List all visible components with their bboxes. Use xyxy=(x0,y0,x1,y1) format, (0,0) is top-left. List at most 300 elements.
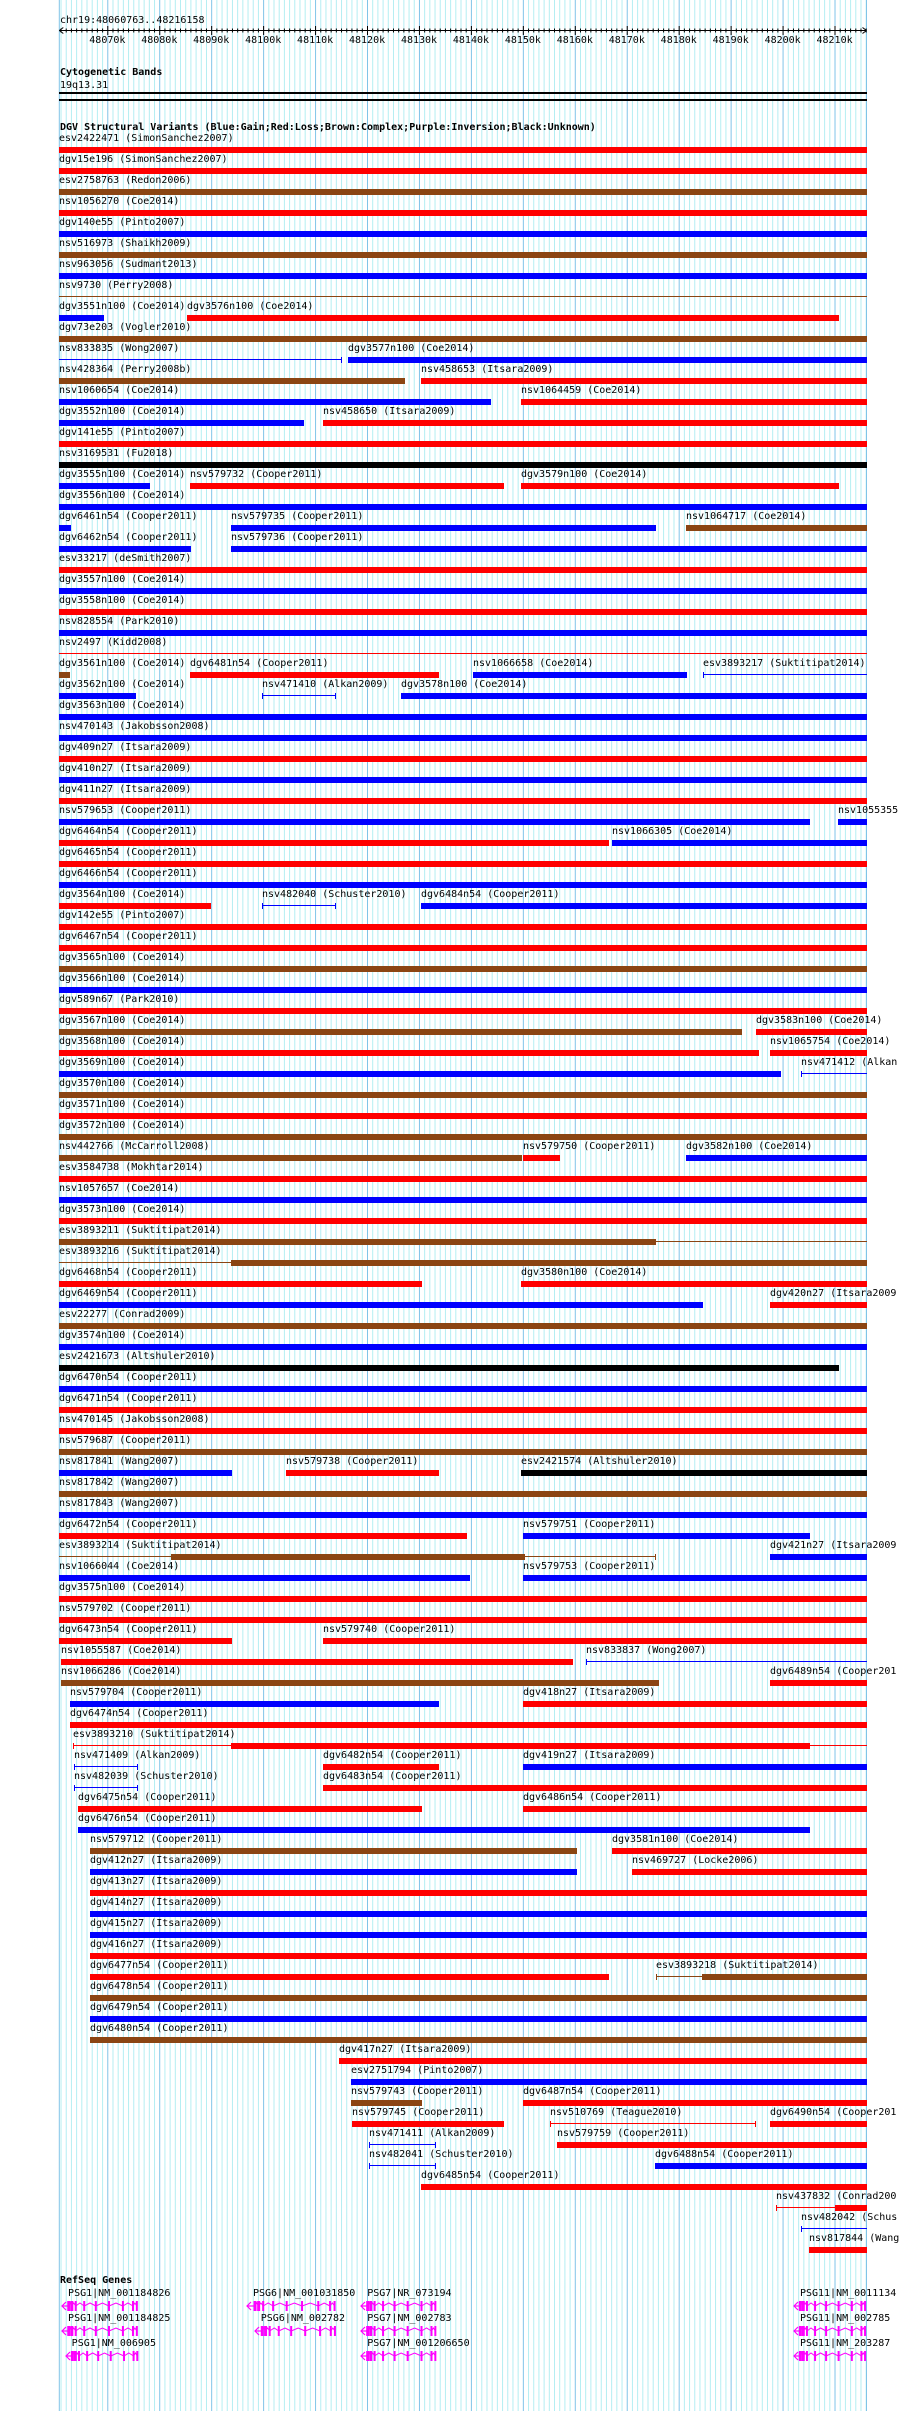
intron-line xyxy=(123,2328,133,2331)
gene-model[interactable] xyxy=(360,2350,439,2362)
gene-model[interactable] xyxy=(360,2300,439,2312)
variant-loss-bar[interactable] xyxy=(59,861,866,867)
variant-label: dgv6490n54 (Cooper201 xyxy=(770,2107,897,2118)
variant-gain-bar[interactable] xyxy=(686,1155,867,1161)
gene-label[interactable]: PSG1|NM_001184826 xyxy=(68,2288,171,2299)
variant-label: dgv6464n54 (Cooper2011) xyxy=(59,826,198,837)
exon-block xyxy=(435,2326,437,2336)
exon-block xyxy=(334,2301,336,2311)
exon-block xyxy=(394,2326,396,2336)
exon-block xyxy=(799,2326,802,2336)
variant-complex-line[interactable] xyxy=(59,296,866,297)
variant-label: nsv579751 (Cooper2011) xyxy=(523,1519,656,1530)
variant-end-tick xyxy=(74,1785,75,1791)
variant-gain-bar[interactable] xyxy=(231,546,867,552)
variant-gain-line[interactable] xyxy=(74,1787,138,1788)
exon-block xyxy=(83,2301,85,2311)
variant-loss-bar[interactable] xyxy=(523,1806,866,1812)
intron-line xyxy=(408,2303,422,2306)
variant-loss-bar[interactable] xyxy=(59,1176,866,1182)
variant-loss-bar[interactable] xyxy=(59,1596,866,1602)
variant-label: dgv3583n100 (Coe2014) xyxy=(756,1015,883,1026)
variant-label: dgv6473n54 (Cooper2011) xyxy=(59,1624,198,1635)
exon-block xyxy=(257,2301,260,2311)
variant-gain-bar[interactable] xyxy=(231,525,656,531)
exon-block xyxy=(838,2301,840,2311)
intron-line xyxy=(839,2353,852,2356)
exon-block xyxy=(806,2351,808,2361)
variant-complex-bar[interactable] xyxy=(686,525,867,531)
variant-label: nsv817843 (Wang2007) xyxy=(59,1498,180,1509)
ruler-tick-label: 48170k xyxy=(608,35,645,46)
variant-end-tick xyxy=(341,357,342,363)
variant-loss-bar[interactable] xyxy=(90,1890,867,1896)
exon-block xyxy=(75,2301,77,2311)
variant-loss-bar[interactable] xyxy=(59,1533,467,1539)
variant-loss-bar[interactable] xyxy=(770,2121,867,2127)
variant-loss-bar[interactable] xyxy=(770,1680,867,1686)
gene-model[interactable] xyxy=(61,2325,140,2337)
intron-line xyxy=(269,2328,278,2331)
variant-loss-bar[interactable] xyxy=(59,798,866,804)
variant-label: dgv3569n100 (Coe2014) xyxy=(59,1057,186,1068)
gene-label[interactable]: PSG11|NM_002785 xyxy=(799,2313,891,2324)
variant-label: nsv1066305 (Coe2014) xyxy=(612,826,733,837)
variant-gain-bar[interactable] xyxy=(523,1533,810,1539)
exon-block xyxy=(864,2351,866,2361)
variant-label: dgv3573n100 (Coe2014) xyxy=(59,1204,186,1215)
variant-end-tick xyxy=(74,1764,75,1770)
variant-label: nsv428364 (Perry2008b) xyxy=(59,364,192,375)
variant-end-tick xyxy=(435,2163,436,2169)
variant-gain-line[interactable] xyxy=(801,1073,867,1074)
variant-gain-bar[interactable] xyxy=(59,504,866,510)
exon-block xyxy=(286,2301,288,2311)
variant-loss-bar[interactable] xyxy=(421,378,867,384)
variant-loss-bar[interactable] xyxy=(770,1302,867,1308)
variant-loss-bar[interactable] xyxy=(59,1638,231,1644)
variant-label: dgv420n27 (Itsara2009 xyxy=(770,1288,897,1299)
variant-loss-line[interactable] xyxy=(550,2123,755,2124)
variant-loss-bar[interactable] xyxy=(612,1848,867,1854)
variant-gain-bar[interactable] xyxy=(655,2163,866,2169)
variant-loss-bar[interactable] xyxy=(59,1008,866,1014)
variant-loss-bar[interactable] xyxy=(286,1470,439,1476)
variant-label: dgv3557n100 (Coe2014) xyxy=(59,574,186,585)
exon-block xyxy=(132,2301,134,2311)
variant-label: dgv3561n100 (Coe2014) xyxy=(59,658,186,669)
exon-block xyxy=(802,2326,805,2336)
variant-gain-bar[interactable] xyxy=(770,1554,867,1560)
variant-gain-bar[interactable] xyxy=(59,1197,866,1203)
variant-gain-bar[interactable] xyxy=(59,777,866,783)
variant-complex-bar[interactable] xyxy=(171,1554,525,1560)
variant-label: dgv6472n54 (Cooper2011) xyxy=(59,1519,198,1530)
variant-loss-bar[interactable] xyxy=(190,483,504,489)
variant-label: dgv140e55 (Pinto2007) xyxy=(59,217,186,228)
variant-loss-bar[interactable] xyxy=(59,1050,758,1056)
variant-gain-bar[interactable] xyxy=(59,1344,866,1350)
variant-gain-bar[interactable] xyxy=(59,735,866,741)
variant-loss-bar[interactable] xyxy=(521,1281,866,1287)
exon-block xyxy=(109,2351,111,2361)
variant-gain-bar[interactable] xyxy=(59,588,866,594)
variant-end-tick xyxy=(801,2226,802,2232)
gene-model[interactable] xyxy=(65,2350,141,2362)
gene-label[interactable]: PSG7|NM_001206650 xyxy=(367,2338,470,2349)
variant-gain-bar[interactable] xyxy=(612,840,867,846)
variant-end-tick xyxy=(703,672,704,678)
variant-label: esv3893214 (Suktitipat2014) xyxy=(59,1540,222,1551)
variant-label: dgv3566n100 (Coe2014) xyxy=(59,973,186,984)
variant-gain-line[interactable] xyxy=(262,695,336,696)
variant-loss-bar[interactable] xyxy=(59,756,866,762)
variant-gain-bar[interactable] xyxy=(90,1932,867,1938)
gene-label[interactable]: PSG6|NM_001031850 xyxy=(252,2288,356,2299)
variant-loss-bar[interactable] xyxy=(835,2205,867,2211)
exon-block xyxy=(108,2301,110,2311)
gene-model[interactable] xyxy=(360,2325,439,2337)
variant-gain-bar[interactable] xyxy=(59,987,866,993)
variant-complex-bar[interactable] xyxy=(59,966,866,972)
exon-block xyxy=(814,2301,816,2311)
variant-loss-bar[interactable] xyxy=(59,210,866,216)
variant-gain-bar[interactable] xyxy=(59,630,866,636)
exon-block xyxy=(431,2326,433,2336)
intron-line xyxy=(839,2303,852,2306)
exon-block xyxy=(290,2326,292,2336)
variant-complex-bar[interactable] xyxy=(59,336,866,342)
variant-gain-line[interactable] xyxy=(369,2144,436,2145)
variant-loss-bar[interactable] xyxy=(59,1617,866,1623)
variant-label: dgv410n27 (Itsara2009) xyxy=(59,763,192,774)
variant-gain-bar[interactable] xyxy=(59,420,303,426)
variant-gain-bar[interactable] xyxy=(59,483,150,489)
exon-block xyxy=(95,2301,97,2311)
intron-line xyxy=(76,2303,85,2306)
variant-complex-bar[interactable] xyxy=(90,2037,867,2043)
variant-complex-bar[interactable] xyxy=(59,1134,866,1140)
variant-label: esv2758763 (Redon2006) xyxy=(59,175,192,186)
variant-gain-bar[interactable] xyxy=(473,672,687,678)
variant-label: dgv3555n100 (Coe2014) xyxy=(59,469,186,480)
variant-label: dgv6479n54 (Cooper2011) xyxy=(90,2002,229,2013)
variant-gain-bar[interactable] xyxy=(90,2016,867,2022)
variant-gain-bar[interactable] xyxy=(348,357,866,363)
ruler-tick-label: 48150k xyxy=(504,35,541,46)
variant-loss-bar[interactable] xyxy=(352,2121,504,2127)
variant-end-tick xyxy=(262,693,263,699)
intron-line xyxy=(320,2328,331,2331)
variant-complex-bar[interactable] xyxy=(59,1491,866,1497)
variant-gain-bar[interactable] xyxy=(59,273,866,279)
variant-loss-bar[interactable] xyxy=(59,903,211,909)
gene-model[interactable] xyxy=(793,2300,869,2312)
variant-loss-line[interactable] xyxy=(59,653,866,654)
variant-gain-bar[interactable] xyxy=(78,1827,810,1833)
variant-end-tick xyxy=(335,693,336,699)
exon-block xyxy=(825,2301,827,2311)
variant-label: dgv6461n54 (Cooper2011) xyxy=(59,511,198,522)
variant-complex-bar[interactable] xyxy=(59,1323,866,1329)
variant-label: dgv6478n54 (Cooper2011) xyxy=(90,1981,229,1992)
variant-label: nsv833837 (Wong2007) xyxy=(586,1645,707,1656)
cytoband-ideogram-line xyxy=(59,92,867,94)
variant-gain-line[interactable] xyxy=(262,905,336,906)
variant-label: dgv3578n100 (Coe2014) xyxy=(401,679,528,690)
variant-loss-bar[interactable] xyxy=(523,2100,866,2106)
gene-label[interactable]: PSG11|NM_203287 xyxy=(799,2338,891,2349)
variant-loss-bar[interactable] xyxy=(59,1113,866,1119)
variant-loss-bar[interactable] xyxy=(421,2184,867,2190)
variant-gain-bar[interactable] xyxy=(59,399,490,405)
variant-label: nsv579712 (Cooper2011) xyxy=(90,1834,223,1845)
intron-line xyxy=(96,2303,109,2306)
exon-block xyxy=(407,2326,409,2336)
exon-block xyxy=(838,2351,840,2361)
variant-gain-bar[interactable] xyxy=(59,231,866,237)
variant-gain-bar[interactable] xyxy=(59,315,104,321)
intron-line xyxy=(395,2303,408,2306)
exon-block xyxy=(431,2301,433,2311)
variant-label: dgv3558n100 (Coe2014) xyxy=(59,595,186,606)
variant-complex-bar[interactable] xyxy=(231,1260,867,1266)
variant-gain-bar[interactable] xyxy=(523,1575,866,1581)
variant-gain-bar[interactable] xyxy=(90,1911,867,1917)
variant-gain-bar[interactable] xyxy=(59,1575,470,1581)
variant-gain-bar[interactable] xyxy=(838,819,867,825)
variant-complex-bar[interactable] xyxy=(59,1092,866,1098)
gene-label[interactable]: PSG1|NM_001184825 xyxy=(68,2313,171,2324)
variant-loss-bar[interactable] xyxy=(190,672,439,678)
variant-loss-bar[interactable] xyxy=(339,2058,866,2064)
variant-label: dgv3570n100 (Coe2014) xyxy=(59,1078,186,1089)
exon-block xyxy=(317,2301,319,2311)
exon-block xyxy=(272,2301,274,2311)
variant-complex-bar[interactable] xyxy=(59,1239,655,1245)
variant-loss-bar[interactable] xyxy=(90,1974,609,1980)
variant-label: nsv471410 (Alkan2009) xyxy=(262,679,389,690)
variant-loss-bar[interactable] xyxy=(61,1659,573,1665)
exon-block xyxy=(806,2301,808,2311)
variant-loss-bar[interactable] xyxy=(59,147,866,153)
variant-end-tick xyxy=(755,2121,756,2127)
variant-loss-bar[interactable] xyxy=(187,315,839,321)
gene-model[interactable] xyxy=(246,2300,338,2312)
variant-loss-bar[interactable] xyxy=(521,399,866,405)
variant-gain-bar[interactable] xyxy=(90,1869,577,1875)
variant-gain-bar[interactable] xyxy=(351,2079,867,2085)
intron-line xyxy=(305,2328,320,2331)
variant-loss-bar[interactable] xyxy=(59,567,866,573)
exon-block xyxy=(374,2301,376,2311)
variant-label: dgv421n27 (Itsara2009 xyxy=(770,1540,897,1551)
exon-block xyxy=(319,2326,321,2336)
exon-block xyxy=(864,2301,866,2311)
variant-complex-bar[interactable] xyxy=(702,1974,867,1980)
variant-complex-bar[interactable] xyxy=(90,1848,577,1854)
variant-gain-bar[interactable] xyxy=(523,1764,866,1770)
intron-line xyxy=(807,2303,815,2306)
variant-loss-bar[interactable] xyxy=(59,609,866,615)
variant-loss-bar[interactable] xyxy=(59,840,609,846)
variant-gain-line[interactable] xyxy=(801,2228,867,2229)
ruler-tick-label: 48210k xyxy=(816,35,853,46)
variant-loss-bar[interactable] xyxy=(323,1764,439,1770)
variant-loss-bar[interactable] xyxy=(323,420,866,426)
variant-gain-bar[interactable] xyxy=(421,903,867,909)
intron-line xyxy=(826,2328,839,2331)
variant-gain-bar[interactable] xyxy=(59,1470,231,1476)
variant-gain-line[interactable] xyxy=(369,2165,436,2166)
gene-label[interactable]: PSG7|NM_002783 xyxy=(367,2313,452,2324)
variant-label: dgv413n27 (Itsara2009) xyxy=(90,1876,223,1887)
exon-block xyxy=(814,2326,816,2336)
variant-label: dgv6487n54 (Cooper2011) xyxy=(523,2086,662,2097)
variant-label: nsv470145 (Jakobsson2008) xyxy=(59,1414,210,1425)
variant-gain-bar[interactable] xyxy=(59,819,810,825)
variant-loss-bar[interactable] xyxy=(59,1428,866,1434)
variant-end-tick xyxy=(655,1554,656,1560)
intron-line xyxy=(383,2328,395,2331)
variant-loss-bar[interactable] xyxy=(523,1701,866,1707)
gene-label[interactable]: PSG11|NM_0011134 xyxy=(799,2288,897,2299)
variant-complex-bar[interactable] xyxy=(59,378,404,384)
variant-label: dgv417n27 (Itsara2009) xyxy=(339,2044,472,2055)
intron-line xyxy=(408,2328,422,2331)
variant-loss-bar[interactable] xyxy=(323,1638,866,1644)
variant-loss-bar[interactable] xyxy=(59,441,866,447)
variant-gain-bar[interactable] xyxy=(59,525,71,531)
exon-block xyxy=(370,2301,373,2311)
intron-line xyxy=(279,2328,291,2331)
variant-label: dgv6476n54 (Cooper2011) xyxy=(78,1813,217,1824)
gene-label[interactable]: PSG6|NM_002782 xyxy=(260,2313,346,2324)
gene-model[interactable] xyxy=(61,2300,140,2312)
variant-label: nsv579743 (Cooper2011) xyxy=(351,2086,484,2097)
variant-loss-bar[interactable] xyxy=(557,2142,867,2148)
exon-block xyxy=(67,2326,70,2336)
variant-gain-bar[interactable] xyxy=(59,1512,866,1518)
variant-gain-bar[interactable] xyxy=(59,882,866,888)
cytoband-label[interactable]: 19q13.31 xyxy=(60,80,109,91)
exon-block xyxy=(78,2351,80,2361)
intron-line xyxy=(852,2303,862,2306)
variant-loss-bar[interactable] xyxy=(59,924,866,930)
variant-label: esv33217 (deSmith2007) xyxy=(59,553,192,564)
intron-line xyxy=(852,2353,862,2356)
variant-gain-bar[interactable] xyxy=(70,1701,439,1707)
variant-loss-bar[interactable] xyxy=(59,1281,422,1287)
intron-line xyxy=(96,2328,109,2331)
variant-complex-bar[interactable] xyxy=(61,1680,660,1686)
variant-label: nsv1056270 (Coe2014) xyxy=(59,196,180,207)
variant-end-tick xyxy=(369,2163,370,2169)
variant-complex-bar[interactable] xyxy=(59,189,866,195)
variant-unknown-bar[interactable] xyxy=(59,1365,839,1371)
exon-block xyxy=(370,2326,373,2336)
intron-line xyxy=(98,2353,111,2356)
gene-label[interactable]: PSG7|NR_073194 xyxy=(367,2288,452,2299)
variant-label: dgv6486n54 (Cooper2011) xyxy=(523,1792,662,1803)
variant-loss-bar[interactable] xyxy=(809,2247,867,2253)
variant-loss-bar[interactable] xyxy=(78,1806,422,1812)
variant-gain-bar[interactable] xyxy=(59,1302,703,1308)
variant-label: nsv817842 (Wang2007) xyxy=(59,1477,180,1488)
exon-block xyxy=(366,2301,369,2311)
variant-loss-bar[interactable] xyxy=(231,1743,810,1749)
variant-label: dgv414n27 (Itsara2009) xyxy=(90,1897,223,1908)
exon-block xyxy=(97,2351,99,2361)
ruler-tick-label: 48190k xyxy=(712,35,749,46)
variant-label: dgv6465n54 (Cooper2011) xyxy=(59,847,198,858)
variant-complex-bar[interactable] xyxy=(59,672,70,678)
variant-loss-bar[interactable] xyxy=(59,168,866,174)
variant-complex-bar[interactable] xyxy=(59,1449,866,1455)
gene-model[interactable] xyxy=(793,2325,869,2337)
variant-complex-bar[interactable] xyxy=(351,2100,422,2106)
variant-gain-line[interactable] xyxy=(59,359,342,360)
gene-label[interactable]: PSG1|NM_006905 xyxy=(71,2338,156,2349)
exon-block xyxy=(394,2301,396,2311)
variant-label: dgv6489n54 (Cooper201 xyxy=(770,1666,897,1677)
variant-loss-bar[interactable] xyxy=(323,1785,866,1791)
variant-complex-bar[interactable] xyxy=(90,1995,867,2001)
variant-loss-bar[interactable] xyxy=(521,483,839,489)
variant-loss-bar[interactable] xyxy=(632,1869,867,1875)
variant-complex-bar[interactable] xyxy=(59,1155,522,1161)
variant-label: dgv3563n100 (Coe2014) xyxy=(59,700,186,711)
variant-loss-bar[interactable] xyxy=(523,1155,559,1161)
variant-gain-line[interactable] xyxy=(586,1661,867,1662)
variant-label: dgv416n27 (Itsara2009) xyxy=(90,1939,223,1950)
variant-end-tick xyxy=(73,1743,74,1749)
variant-complex-bar[interactable] xyxy=(59,1029,741,1035)
variant-loss-bar[interactable] xyxy=(90,1953,867,1959)
variant-gain-bar[interactable] xyxy=(59,546,190,552)
gene-model[interactable] xyxy=(793,2350,869,2362)
variant-gain-bar[interactable] xyxy=(59,1386,866,1392)
variant-unknown-bar[interactable] xyxy=(521,1470,866,1476)
variant-gain-line[interactable] xyxy=(703,674,867,675)
variant-label: nsv579704 (Cooper2011) xyxy=(70,1687,203,1698)
variant-loss-bar[interactable] xyxy=(59,1218,866,1224)
variant-loss-bar[interactable] xyxy=(59,945,866,951)
variant-label: nsv579738 (Cooper2011) xyxy=(286,1456,419,1467)
variant-loss-bar[interactable] xyxy=(756,1029,867,1035)
exon-block xyxy=(374,2351,376,2361)
variant-loss-bar[interactable] xyxy=(59,1407,866,1413)
gene-model[interactable] xyxy=(254,2325,339,2337)
variant-gain-bar[interactable] xyxy=(59,693,135,699)
variant-loss-bar[interactable] xyxy=(770,1050,867,1056)
intron-line xyxy=(395,2328,408,2331)
variant-loss-bar[interactable] xyxy=(70,1722,866,1728)
exon-block xyxy=(799,2301,802,2311)
variant-unknown-bar[interactable] xyxy=(59,462,866,468)
variant-label: dgv3567n100 (Coe2014) xyxy=(59,1015,186,1026)
intron-line xyxy=(422,2303,432,2306)
variant-label: dgv3562n100 (Coe2014) xyxy=(59,679,186,690)
variant-complex-bar[interactable] xyxy=(59,252,866,258)
variant-gain-bar[interactable] xyxy=(59,1071,781,1077)
variant-label: nsv579735 (Cooper2011) xyxy=(231,511,364,522)
exon-block xyxy=(421,2326,423,2336)
variant-gain-bar[interactable] xyxy=(401,693,867,699)
intron-line xyxy=(826,2353,839,2356)
variant-gain-line[interactable] xyxy=(74,1766,138,1767)
variant-gain-bar[interactable] xyxy=(59,714,866,720)
